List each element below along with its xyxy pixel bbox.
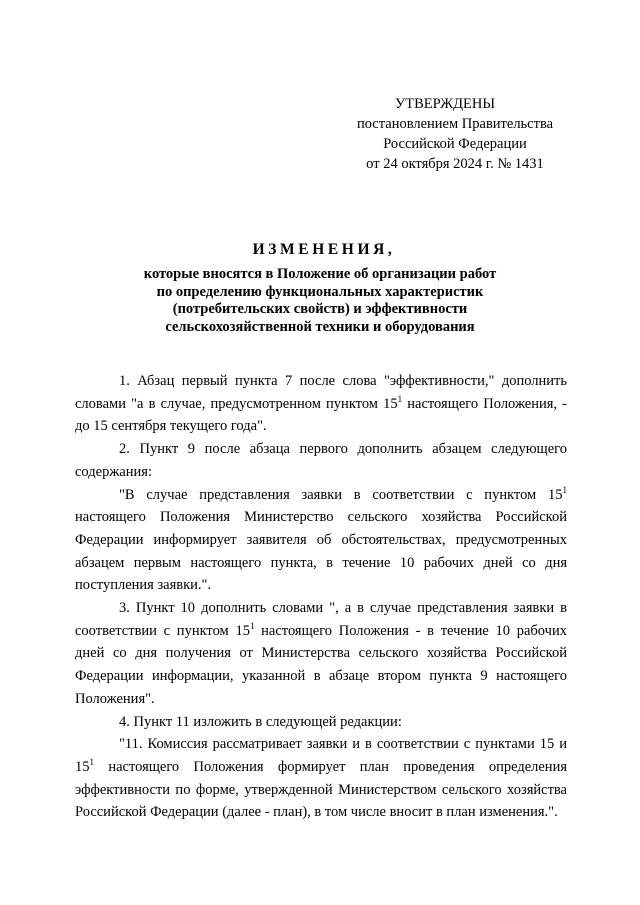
- superscript: 1: [397, 393, 403, 404]
- superscript: 1: [89, 756, 94, 767]
- approval-line: постановлением Правительства: [356, 116, 554, 132]
- approval-date: от 24 октября 2024 г. № 1431: [366, 156, 544, 172]
- paragraph-1: 1. Абзац первый пункта 7 после слова "эффективности," дополнить словами "а в случае, предусмотренном пунктом $15^1$ настоящего Положения, - до 15 сентября текущего года".: [75, 373, 568, 435]
- subtitle-line: по определению функциональных характеристик: [156, 283, 484, 300]
- paragraph-3: "В случае представления заявки в соответствии с пунктом $15^1$ настоящего Положения Министерство сельского хозяйства Российской Федерации информирует заявителя об обстоятельствах, предусмотренных абзацем первым настоящего пункта, в течение 10 рабочих дней со дня поступления заявки.".: [75, 484, 567, 594]
- paragraph-2: 2. Пункт 9 после абзаца первого дополнить абзацем следующего содержания:: [75, 441, 567, 480]
- subtitle-line: которые вносятся в Положение об организации работ: [143, 266, 497, 282]
- paragraph-6: "11. Комиссия рассматривает заявки и в соответствии с пунктами 15 и $15^1$ настоящего Положения формирует план проведения определения эффективности по форме, утвержденной Министерством сельского хозяйства Российской Федерации (далее - план), в том числе вносит в план изменения.".: [75, 736, 567, 821]
- subtitle-line: сельскохозяйственной техники и оборудования: [165, 318, 475, 335]
- superscript: 1: [249, 620, 255, 631]
- document-title: ИЗМЕНЕНИЯ,: [252, 241, 396, 258]
- paragraph-4: 3. Пункт 10 дополнить словами ", а в случае представления заявки в соответствии с пунктом $15^1$ настоящего Положения - в течение 10 рабочих дней со дня получения от Министерства сельского хозяйства Российской Федерации информации, указанной в абзаце втором пункта 9 настоящего Положения".: [75, 600, 567, 707]
- document-subtitle: [0, 266, 640, 336]
- subtitle-line: (потребительских свойств) и эффективности: [172, 301, 468, 317]
- approval-title: УТВЕРЖДЕНЫ: [394, 96, 496, 112]
- paragraph-5: 4. Пункт 11 изложить в следующей редакции:: [119, 713, 402, 730]
- document-body: [75, 370, 567, 824]
- approval-block: [330, 94, 580, 174]
- approval-line: Российской Федерации: [383, 136, 527, 152]
- superscript: 1: [562, 484, 567, 495]
- document-heading: [0, 240, 640, 336]
